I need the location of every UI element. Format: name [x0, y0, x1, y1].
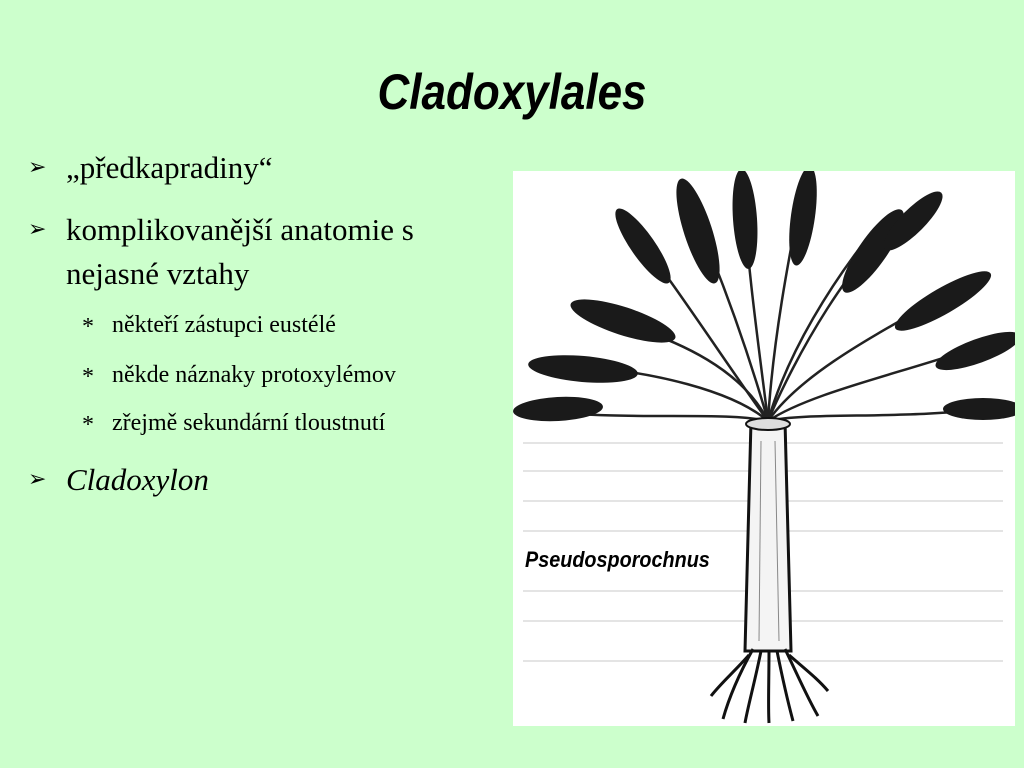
tree-trunk	[745, 421, 791, 651]
bullet-text: komplikovanější anatomie s	[66, 212, 414, 247]
asterisk-bullet-icon: *	[82, 412, 94, 438]
bullet-text: „předkapradiny“	[66, 150, 273, 185]
sub-bullet-text: někde náznaky protoxylémov	[112, 362, 396, 388]
sub-bullet-text: někteří zástupci eustélé	[112, 312, 336, 338]
sub-bullet-text: zřejmě sekundární tloustnutí	[112, 410, 386, 436]
arrow-bullet-icon: ➢	[28, 467, 47, 492]
arrow-bullet-icon: ➢	[28, 217, 47, 242]
bullet-text: Cladoxylon	[66, 462, 209, 497]
slide-title: Cladoxylales	[377, 64, 647, 120]
asterisk-bullet-icon: *	[82, 364, 94, 390]
asterisk-bullet-icon: *	[82, 314, 94, 340]
trunk-crown	[746, 418, 790, 430]
arrow-bullet-icon: ➢	[28, 155, 47, 180]
pseudosporochnus-figure	[513, 171, 1015, 726]
bullet-text-continuation: nejasné vztahy	[66, 256, 250, 291]
figure-caption: Pseudosporochnus	[525, 547, 710, 572]
pseudosporochnus-tree-illustration	[513, 171, 1015, 726]
